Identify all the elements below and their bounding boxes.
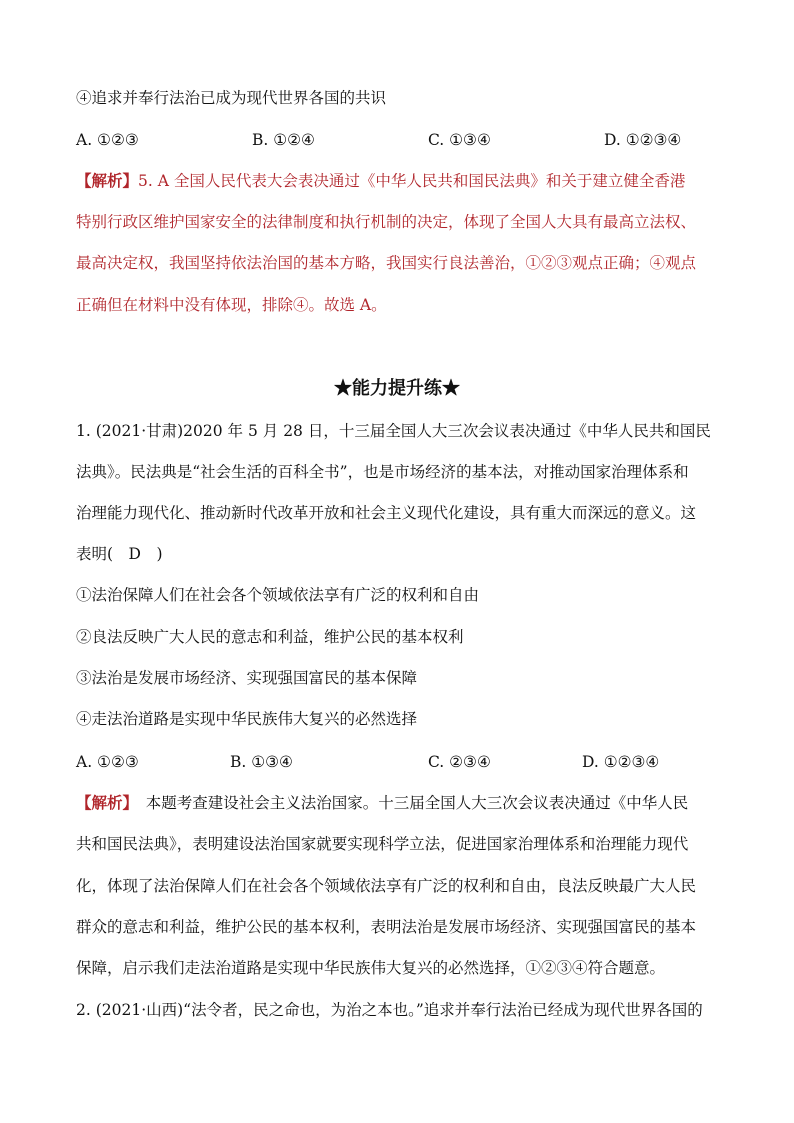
section-heading: ★能力提升练★: [334, 378, 460, 399]
q1-option-c: C. ②③④: [428, 753, 491, 771]
q1-statement-2: ②良法反映广大人民的意志和利益，维护公民的基本权利: [76, 628, 464, 646]
q1-analysis-line: 群众的意志和利益，维护公民的基本权利，表明法治是发展市场经济、实现强国富民的基本: [76, 918, 697, 936]
analysis-tag: 【解析】: [76, 171, 139, 190]
q1-option-d: D. ①②③④: [582, 753, 660, 771]
analysis-text: 本题考查建设社会主义法治国家。十三届全国人大三次会议表决通过《中华人民: [130, 794, 689, 812]
q5-analysis-line: 特别行政区维护国家安全的法律制度和执行机制的决定，体现了全国人大具有最高立法权、: [76, 213, 697, 231]
q1-analysis-line: 保障，启示我们走法治道路是实现中华民族伟大复兴的必然选择，①②③④符合题意。: [76, 959, 666, 977]
q1-stem-line: 1. (2021·甘肃)2020 年 5 月 28 日，十三届全国人大三次会议表决通过《中华人民共和国民: [76, 422, 711, 440]
q1-statement-3: ③法治是发展市场经济、实现强国富民的基本保障: [76, 669, 418, 687]
q5-statement-4: ④追求并奉行法治已成为现代世界各国的共识: [76, 89, 387, 107]
analysis-text: 5. A 全国人民代表大会表决通过《中华人民共和国民法典》和关于建立健全香港: [138, 172, 686, 190]
q5-option-b: B. ①②④: [252, 131, 315, 149]
q1-analysis-line: 化，体现了法治保障人们在社会各个领域依法享有广泛的权利和自由，良法反映最广大人民: [76, 877, 697, 895]
q5-analysis-line: 最高决定权，我国坚持依法治国的基本方略，我国实行良法善治，①②③观点正确；④观点: [76, 254, 697, 272]
q5-analysis-line: 正确但在材料中没有体现，排除④。故选 A。: [76, 296, 387, 314]
q1-stem-line: 治理能力现代化、推动新时代改革开放和社会主义现代化建设，具有重大而深远的意义。这: [76, 504, 697, 522]
q1-option-a: A. ①②③: [76, 753, 139, 771]
q5-option-c: C. ①③④: [428, 131, 491, 149]
q5-analysis-line: [76, 171, 685, 191]
q1-stem-line: 表明( D ): [76, 545, 163, 563]
q1-option-b: B. ①③④: [230, 753, 293, 771]
q2-stem-line: 2. (2021·山西)“法令者，民之命也，为治之本也。”追求并奉行法治已经成为现代世界各国的: [76, 1001, 703, 1019]
q1-analysis-line: [76, 793, 688, 813]
q1-statement-4: ④走法治道路是实现中华民族伟大复兴的必然选择: [76, 710, 418, 728]
q1-stem-line: 法典》。民法典是“社会生活的百科全书”，也是市场经济的基本法，对推动国家治理体系和: [76, 463, 689, 481]
q1-analysis-line: 共和国民法典》，表明建设法治国家就要实现科学立法，促进国家治理体系和治理能力现代: [76, 835, 689, 853]
analysis-tag: 【解析】: [76, 793, 131, 812]
q5-option-d: D. ①②③④: [604, 131, 682, 149]
q5-option-a: A. ①②③: [76, 131, 139, 149]
q1-statement-1: ①法治保障人们在社会各个领域依法享有广泛的权利和自由: [76, 586, 480, 604]
